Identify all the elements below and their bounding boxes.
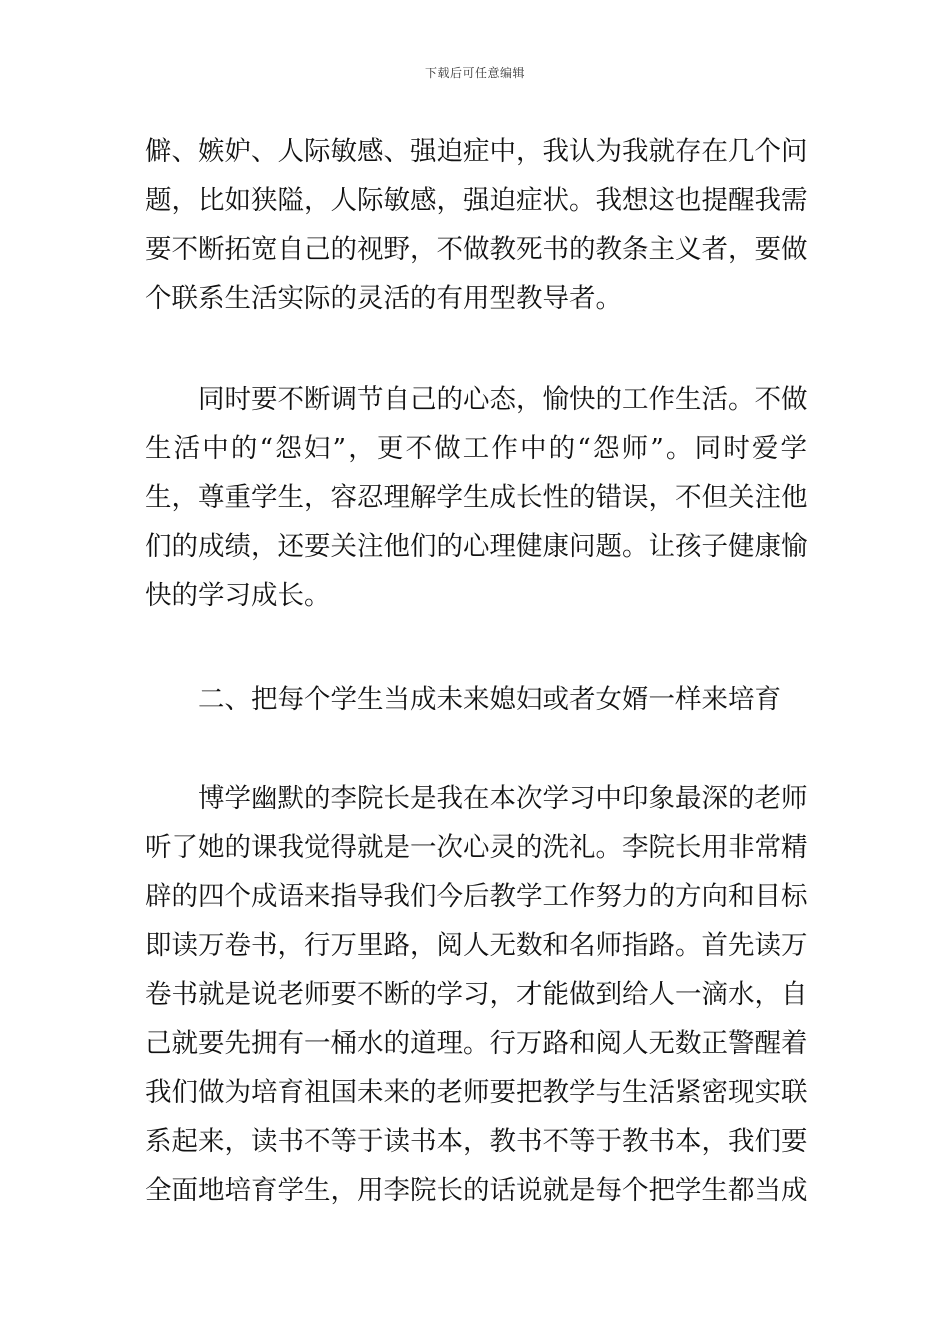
text-line: 博学幽默的李院长是我在本次学习中印象最深的老师 xyxy=(198,783,808,814)
text-line: 即读万卷书，行万里路，阅人无数和名师指路。首先读万 xyxy=(145,930,808,961)
text-line: 全面地培育学生，用李院长的话说就是每个把学生都当成 xyxy=(145,1175,808,1206)
paragraph-3 xyxy=(145,774,807,1215)
heading-line: 二、把每个学生当成未来媳妇或者女婿一样来培育 xyxy=(198,684,781,715)
text-line: 我们做为培育祖国未来的老师要把教学与生活紧密现实联 xyxy=(145,1077,808,1108)
paragraph-1 xyxy=(145,127,807,323)
text-line: 快的学习成长。 xyxy=(145,580,331,611)
text-line: 们的成绩，还要关注他们的心理健康问题。让孩子健康愉 xyxy=(145,531,808,562)
section-heading xyxy=(145,675,807,724)
text-line: 个联系生活实际的灵活的有用型教导者。 xyxy=(145,283,622,314)
header-note: 下载后可任意编辑 xyxy=(424,66,525,80)
text-line: 听了她的课我觉得就是一次心灵的洗礼。李院长用非常精 xyxy=(145,832,808,863)
text-line: 系起来，读书不等于读书本，教书不等于教书本，我们要 xyxy=(145,1126,808,1157)
text-line: 同时要不断调节自己的心态，愉快的工作生活。不做 xyxy=(198,384,808,415)
text-line: 生活中的“怨妇”，更不做工作中的“怨师”。同时爱学 xyxy=(145,433,807,464)
text-line: 己就要先拥有一桶水的道理。行万路和阅人无数正警醒着 xyxy=(145,1028,808,1059)
text-line: 僻、嫉妒、人际敏感、强迫症中，我认为我就存在几个问 xyxy=(145,136,808,167)
text-line: 题，比如狭隘，人际敏感，强迫症状。我想这也提醒我需 xyxy=(145,185,808,216)
text-line: 卷书就是说老师要不断的学习，才能做到给人一滴水，自 xyxy=(145,979,808,1010)
text-line: 辟的四个成语来指导我们今后教学工作努力的方向和目标 xyxy=(145,881,808,912)
text-line: 要不断拓宽自己的视野，不做教死书的教条主义者，要做 xyxy=(145,234,808,265)
paragraph-2 xyxy=(145,375,807,620)
text-line: 生，尊重学生，容忍理解学生成长性的错误，不但关注他 xyxy=(145,482,808,513)
